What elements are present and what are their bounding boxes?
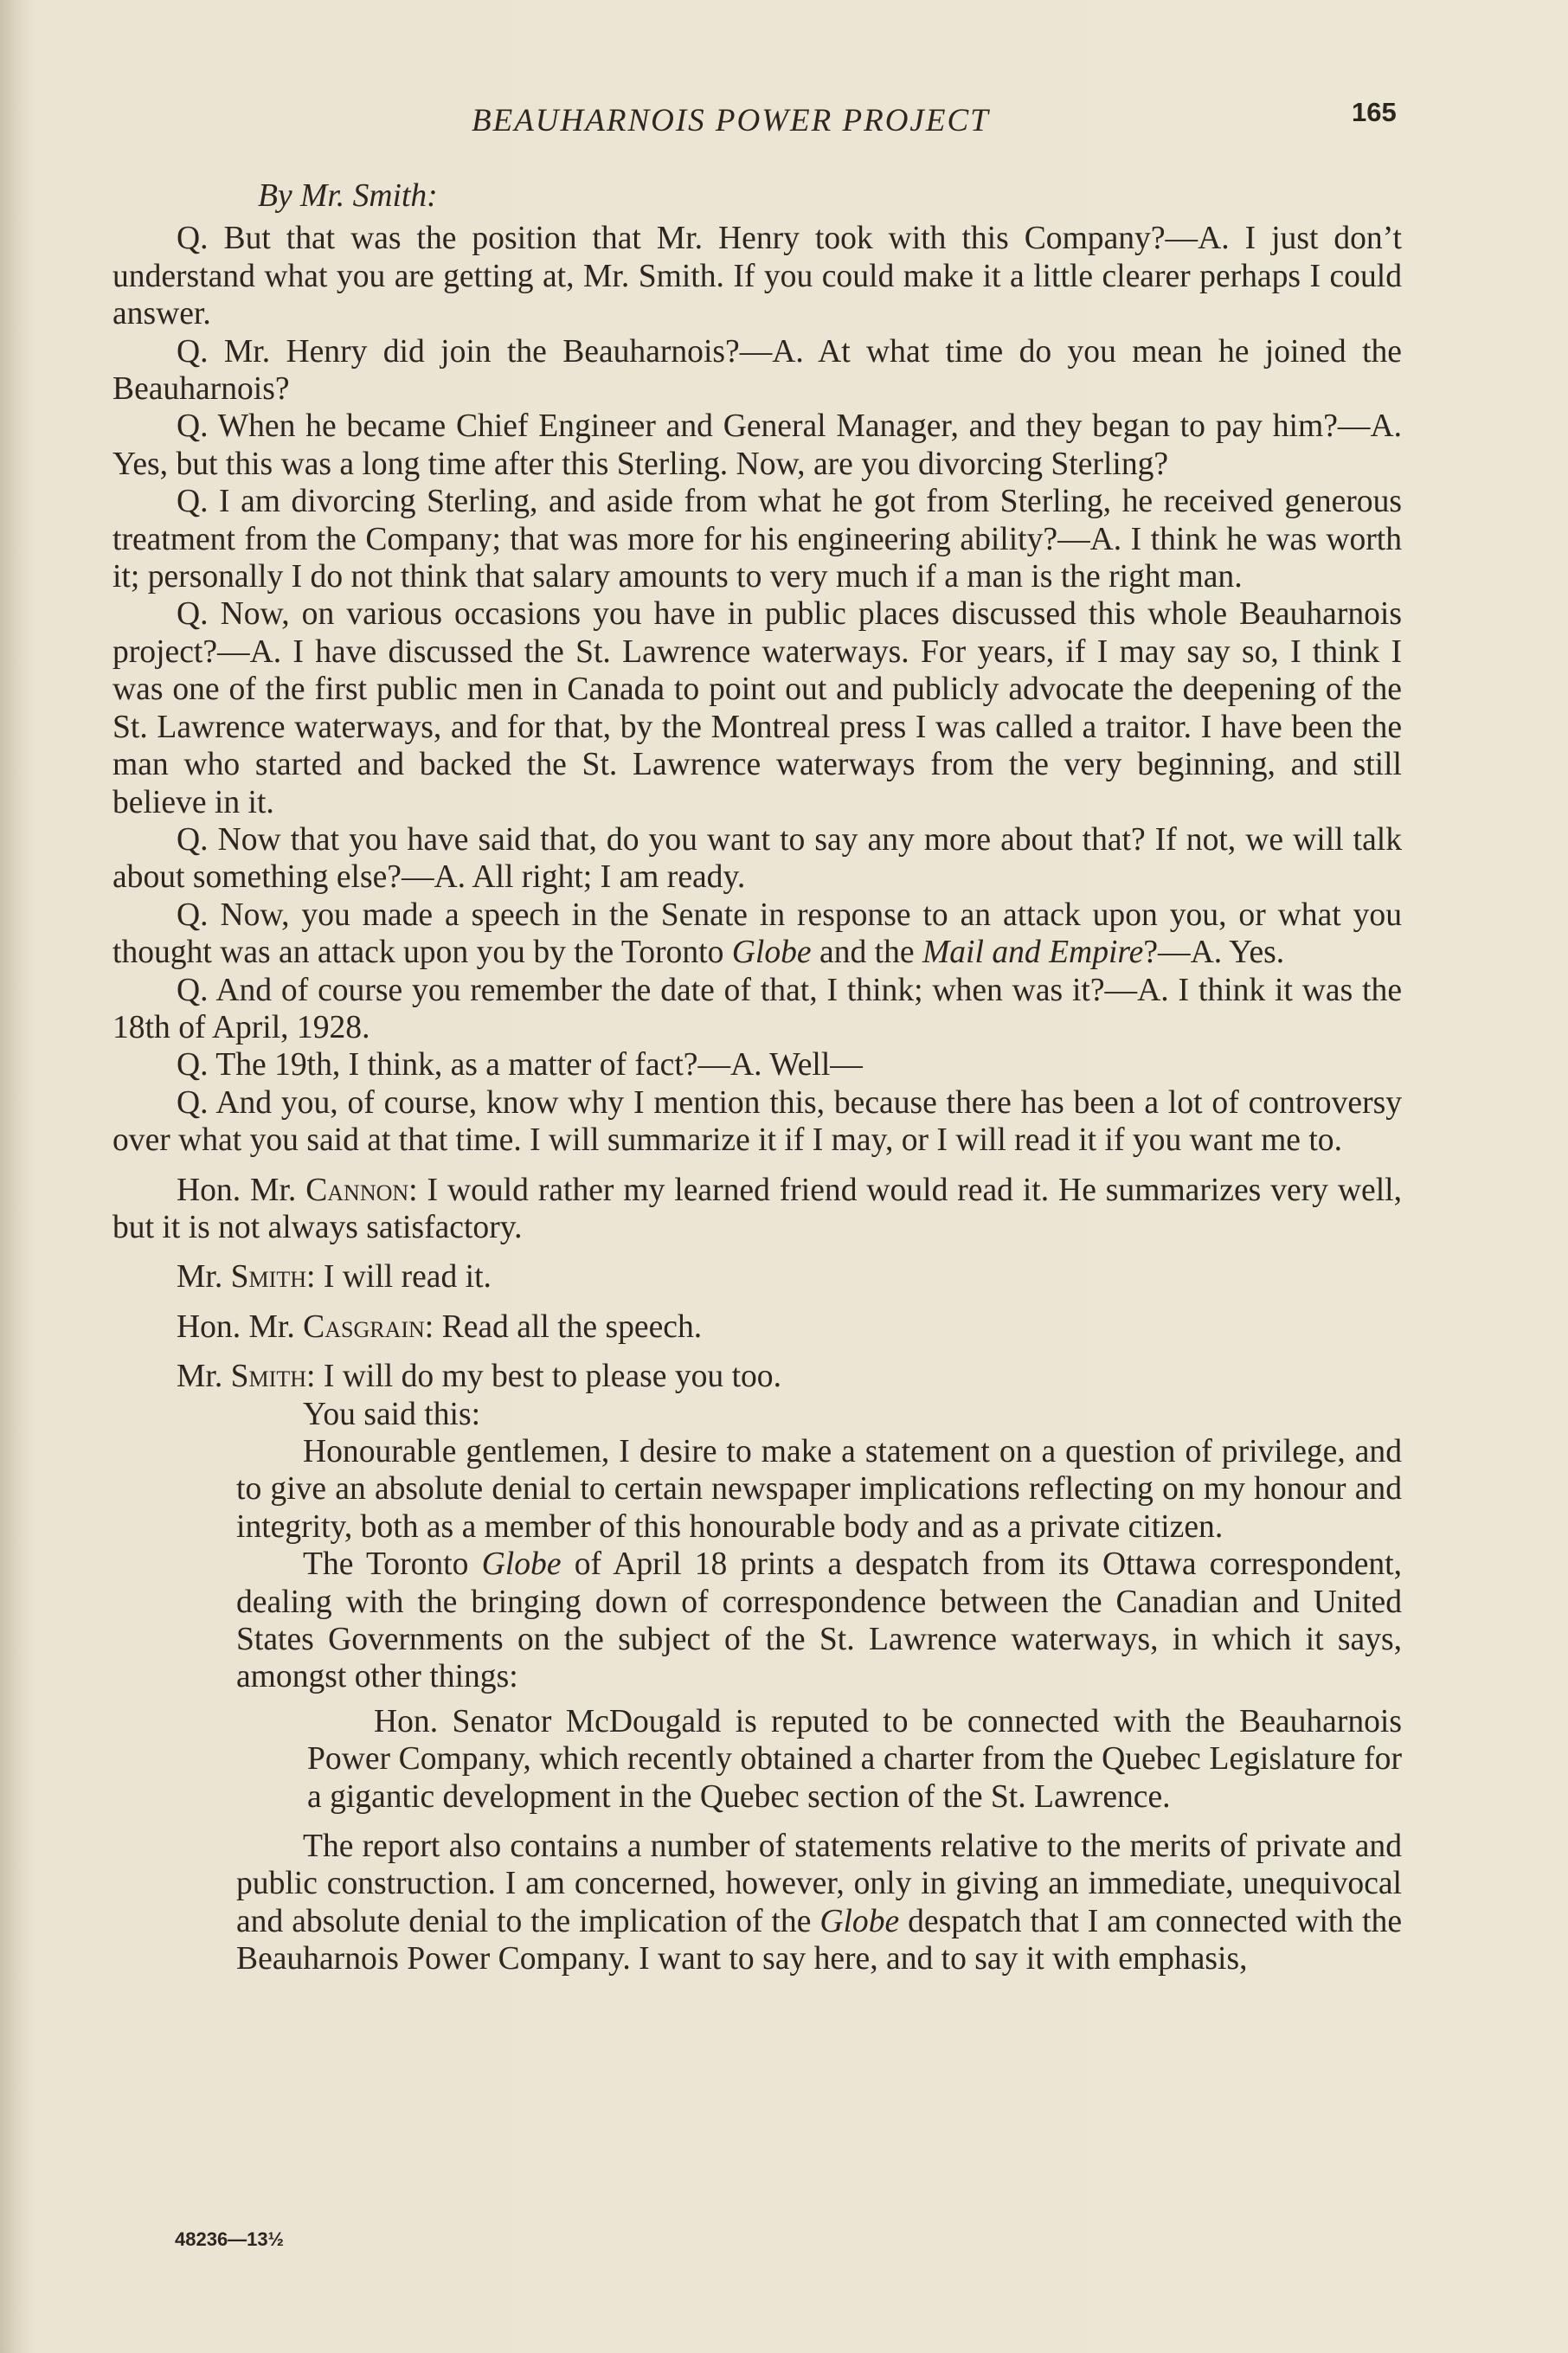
- newspaper-name: Globe: [481, 1546, 562, 1583]
- paragraph: Q. But that was the position that Mr. Henry took with this Company?—A. I just don’t understand what you are getting at, Mr. Smith. If you could make it a little clearer perhaps I could answer.: [112, 221, 1402, 332]
- paragraph: Q. Mr. Henry did join the Beauharnois?—A. At what time do you mean he joined the Beauharnois?: [112, 333, 1402, 408]
- paragraph: Q. I am divorcing Sterling, and aside from what he got from Sterling, he received generous treatment from the Company; that was more for his engineering ability?—A. I think he was worth it; personally I do not think that salary amounts to very much if a man is the right man.: [112, 484, 1402, 595]
- text-run: Mr.: [177, 1359, 231, 1395]
- block-quote: Hon. Senator McDougald is reputed to be connected with the Beauharnois Power Company, which recently obtained a charter from the Quebec Legislature for a gigantic development in the Quebec section of the St. Lawrence.: [307, 1703, 1402, 1815]
- speech-paragraph: Honourable gentlemen, I desire to make a statement on a question of privilege, and to give an absolute denial to certain newspaper implications reflecting on my honour and integrity, both as a member of this honourable body and as a private citizen.: [236, 1434, 1402, 1545]
- text-run: : I will read it.: [306, 1259, 492, 1295]
- speaker-name: Cannon: [305, 1172, 409, 1208]
- paragraph: Q. When he became Chief Engineer and General Manager, and they began to pay him?—A. Yes, but this was a long time after this Sterling. Now, are you divorcing Sterling?: [112, 408, 1402, 482]
- speech-intro: You said this:: [303, 1396, 481, 1432]
- paragraph: Q. Now, on various occasions you have in public places discussed this whole Beauharnois project?—A. I have discussed the St. Lawrence waterways. For years, if I may say so, I think I was one of the first public men in Canada to point out and publicly advocate the deepening of the St. Lawrence waterways, and for that, by the Montreal press I was called a traitor. I have been the man who started and backed the St. Lawrence waterways from the very beginning, and still believe in it.: [112, 596, 1402, 820]
- newspaper-name: Mail and Empire: [922, 935, 1144, 971]
- byline: By Mr. Smith:: [258, 178, 438, 214]
- text-run: : I will do my best to please you too.: [306, 1359, 781, 1395]
- speaker-name: Smith: [230, 1259, 306, 1295]
- page-body: [112, 177, 1402, 1978]
- speaker-paragraph: [112, 1308, 1402, 1346]
- paragraph: Q. And you, of course, know why I mention this, because there has been a lot of controversy over what you said at that time. I will summarize it if I may, or I will read it if you want me to.: [112, 1084, 1402, 1159]
- newspaper-name: Globe: [819, 1903, 900, 1939]
- newspaper-name: Globe: [731, 935, 812, 971]
- speech-paragraph: [236, 1828, 1402, 1978]
- paragraph: Q. Now that you have said that, do you want to say any more about that? If not, we will talk about something else?—A. All right; I am ready.: [112, 821, 1402, 896]
- paragraph: Q. And of course you remember the date of that, I think; when was it?—A. I think it was the 18th of April, 1928.: [112, 972, 1402, 1045]
- paragraph: Q. The 19th, I think, as a matter of fact?—A. Well—: [177, 1047, 863, 1083]
- speaker-paragraph: [112, 1258, 1402, 1295]
- page-number: 165: [1352, 97, 1397, 127]
- speaker-name: Casgrain: [303, 1308, 425, 1345]
- printer-signature: 48236—13½: [175, 2228, 284, 2250]
- text-run: Q. Now, you made a speech in the Senate in response to an attack upon you, or what you thought was an attack upon you by the Toronto: [112, 897, 1402, 971]
- page-header: [112, 97, 1411, 154]
- text-run: The report also contains a number of statements relative to the merits of private and public construction. I am concerned, however, only in giving an immediate, unequivocal and absolute denial to the implication of the: [236, 1829, 1402, 1939]
- text-run: : Read all the speech.: [424, 1308, 703, 1345]
- text-run: Hon. Mr.: [177, 1172, 306, 1208]
- text-run: of April 18 prints a despatch from its Ottawa correspondent, dealing with the bringing down of correspondence between the Canadian and United States Governments on the subject of the St. Lawrence waterways, in which it says, amongst other things:: [236, 1546, 1402, 1695]
- speech-paragraph: [236, 1546, 1402, 1696]
- speaker-name: Smith: [230, 1359, 306, 1395]
- text-run: ?—A. Yes.: [1143, 935, 1285, 971]
- text-run: despatch that I am connected with the Beauharnois Power Company. I want to say here, and to say it with emphasis,: [236, 1903, 1403, 1977]
- text-run: Mr.: [177, 1259, 231, 1295]
- text-run: The Toronto: [303, 1546, 482, 1583]
- text-run: : I would rather my learned friend would read it. He summarizes very well, but it is not always satisfactory.: [112, 1172, 1402, 1245]
- text-run: Hon. Mr.: [177, 1308, 304, 1345]
- speaker-paragraph: [112, 1172, 1402, 1247]
- speaker-paragraph: [112, 1358, 1402, 1395]
- text-run: and the: [811, 935, 922, 971]
- running-title: BEAUHARNOIS POWER PROJECT: [472, 103, 990, 138]
- paragraph: [112, 897, 1402, 972]
